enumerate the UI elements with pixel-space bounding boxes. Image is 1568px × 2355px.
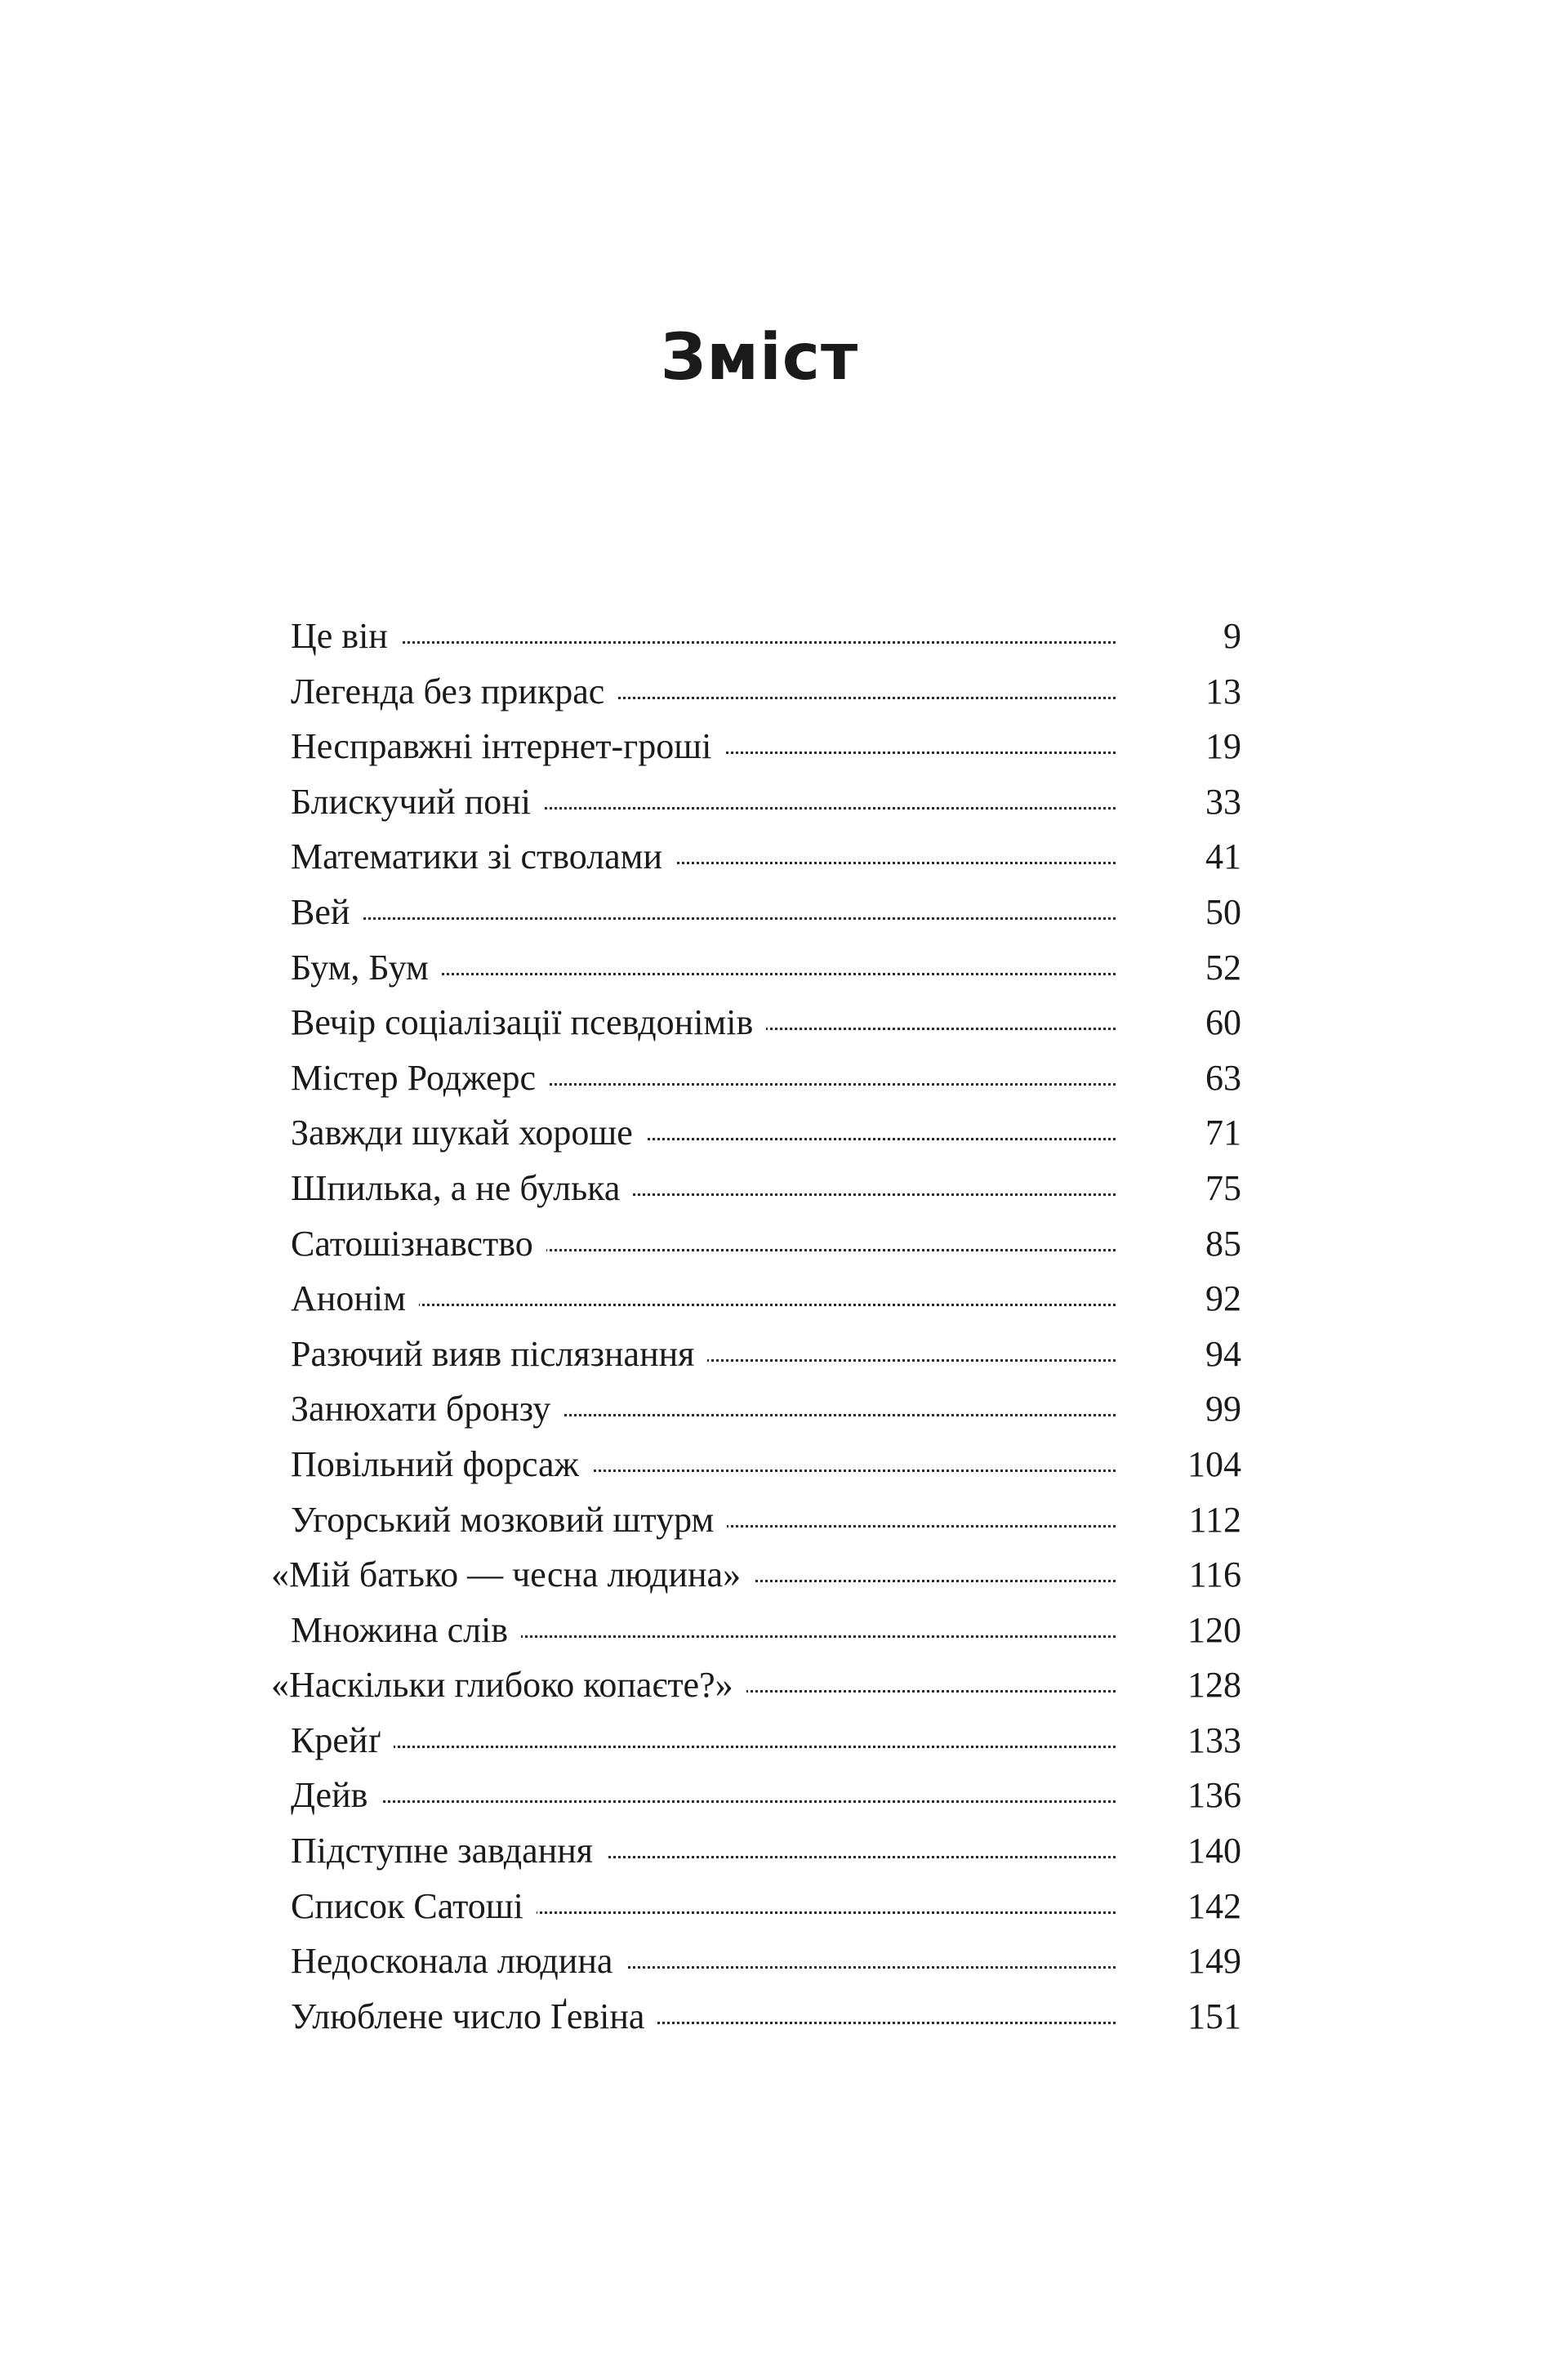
toc-entry[interactable] (0, 664, 1568, 720)
entry-page-number: 63 (1205, 1057, 1241, 1098)
page-title: Зміст (660, 321, 859, 395)
toc-entry[interactable] (0, 1879, 1568, 1934)
entry-page-number: 149 (1187, 1941, 1241, 1982)
toc-entry[interactable] (0, 1823, 1568, 1879)
dot-leader (291, 641, 1116, 644)
entry-title: Повільний форсаж (291, 1437, 592, 1492)
toc-entry[interactable] (0, 774, 1568, 830)
entry-title: Містер Роджерс (291, 1050, 549, 1106)
toc-entry[interactable] (0, 1327, 1568, 1382)
entry-title: Анонім (291, 1271, 419, 1327)
dot-leader (291, 1800, 1116, 1803)
toc-entry[interactable] (0, 1768, 1568, 1823)
entry-page-number: 71 (1205, 1113, 1241, 1153)
entry-title: Бум, Бум (291, 940, 442, 996)
entry-page-number: 50 (1205, 891, 1241, 932)
entry-title: «Наскільки глибоко копаєте?» (271, 1657, 746, 1713)
entry-title: Дейв (291, 1768, 381, 1823)
entry-title: Список Сатоші (291, 1879, 537, 1934)
toc-entry[interactable] (0, 1381, 1568, 1437)
entry-page-number: 85 (1205, 1223, 1241, 1264)
entry-page-number: 60 (1205, 1002, 1241, 1043)
entry-page-number: 112 (1188, 1499, 1241, 1540)
entry-page-number: 41 (1205, 836, 1241, 877)
entry-page-number: 94 (1205, 1333, 1241, 1374)
entry-page-number: 128 (1187, 1665, 1241, 1706)
entry-title: Множина слів (291, 1603, 521, 1658)
toc-entry[interactable] (0, 1603, 1568, 1658)
entry-title: Улюблене число Ґевіна (291, 1989, 657, 2045)
entry-title: Завжди шукай хороше (291, 1105, 646, 1161)
entry-title: Шпилька, а не булька (291, 1161, 633, 1216)
entry-page-number: 13 (1205, 671, 1241, 711)
toc-entry[interactable] (0, 940, 1568, 996)
entry-page-number: 19 (1205, 726, 1241, 767)
entry-page-number: 92 (1205, 1278, 1241, 1319)
entry-page-number: 120 (1187, 1609, 1241, 1650)
entry-title: Занюхати бронзу (291, 1381, 564, 1437)
entry-page-number: 116 (1188, 1554, 1241, 1595)
entry-title: Угорський мозковий штурм (291, 1492, 727, 1548)
entry-page-number: 151 (1187, 1996, 1241, 2036)
entry-page-number: 75 (1205, 1167, 1241, 1208)
toc-entry[interactable] (0, 1547, 1568, 1603)
toc-entry[interactable] (0, 1161, 1568, 1216)
entry-page-number: 104 (1187, 1443, 1241, 1484)
entry-page-number: 140 (1187, 1831, 1241, 1871)
entry-title: Недосконала людина (291, 1934, 626, 1989)
table-of-contents (0, 609, 1568, 2044)
toc-entry[interactable] (0, 1989, 1568, 2045)
entry-page-number: 142 (1187, 1885, 1241, 1926)
entry-title: Підступне завдання (291, 1823, 606, 1879)
entry-title: «Мій батько — чесна людина» (271, 1547, 754, 1603)
entry-page-number: 136 (1187, 1775, 1241, 1816)
entry-title: Математики зі стволами (291, 829, 675, 885)
toc-entry[interactable] (0, 885, 1568, 940)
entry-page-number: 133 (1187, 1719, 1241, 1760)
entry-page-number: 99 (1205, 1389, 1241, 1430)
entry-page-number: 33 (1205, 781, 1241, 822)
entry-title: Це він (291, 609, 401, 664)
toc-entry[interactable] (0, 1657, 1568, 1713)
dot-leader (291, 1746, 1116, 1748)
toc-entry[interactable] (0, 829, 1568, 885)
dot-leader (291, 917, 1116, 920)
toc-entry[interactable] (0, 609, 1568, 664)
entry-title: Крейґ (291, 1713, 394, 1768)
entry-title: Легенда без прикрас (291, 664, 617, 720)
toc-entry[interactable] (0, 1934, 1568, 1989)
entry-title: Блискучий поні (291, 774, 544, 830)
entry-title: Вей (291, 885, 363, 940)
entry-title: Сатошізнавство (291, 1216, 546, 1272)
toc-entry[interactable] (0, 1492, 1568, 1548)
entry-title: Разючий вияв післязнання (291, 1327, 707, 1382)
entry-page-number: 9 (1223, 616, 1241, 656)
toc-entry[interactable] (0, 1105, 1568, 1161)
toc-entry[interactable] (0, 1271, 1568, 1327)
toc-entry[interactable] (0, 1713, 1568, 1768)
toc-entry[interactable] (0, 1050, 1568, 1106)
toc-entry[interactable] (0, 995, 1568, 1050)
entry-title: Несправжні інтернет-гроші (291, 719, 724, 774)
toc-entry[interactable] (0, 1437, 1568, 1492)
toc-entry[interactable] (0, 719, 1568, 774)
toc-entry[interactable] (0, 1216, 1568, 1272)
entry-page-number: 52 (1205, 947, 1241, 988)
entry-title: Вечір соціалізації псевдонімів (291, 995, 766, 1050)
